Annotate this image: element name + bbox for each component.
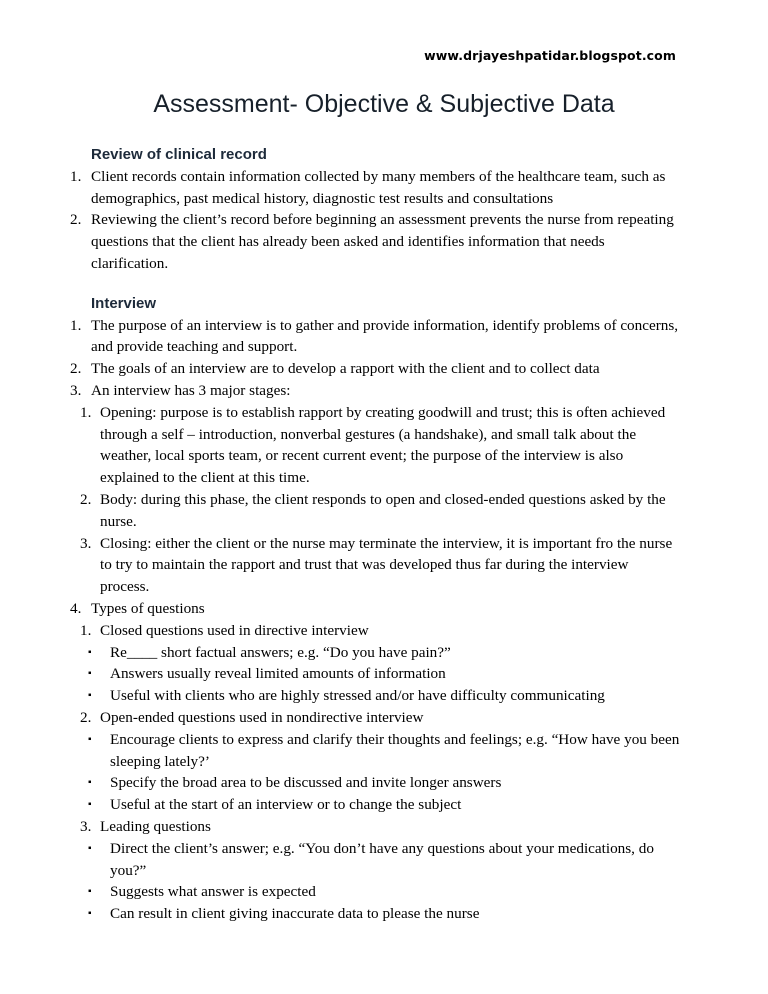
document-body	[0, 144, 768, 925]
list-item-text: The purpose of an interview is to gather and provide information, identify problems of concerns, and provide teaching and support.	[91, 316, 679, 356]
bullet-text: Specify the broad area to be discussed and invite longer answers	[110, 774, 502, 792]
list-number: 1.	[80, 621, 92, 639]
list-item-text: Open-ended questions used in nondirective interview	[100, 708, 424, 726]
list-item	[0, 358, 681, 380]
list-item	[0, 166, 681, 210]
blog-url: www.drjayeshpatidar.blogspot.com	[424, 48, 676, 63]
bullet-text: Useful at the start of an interview or to change the subject	[110, 796, 462, 814]
sub-list-item	[0, 402, 680, 489]
list-item	[0, 380, 681, 402]
bullet-item	[0, 838, 680, 882]
bullet-square-icon: ▪	[88, 908, 92, 920]
bullet-text: Direct the client’s answer; e.g. “You don’t have any questions about your medications, do you?”	[110, 839, 654, 879]
sub-list-item	[0, 620, 680, 642]
bullet-text: Answers usually reveal limited amounts of information	[110, 665, 446, 683]
bullet-item	[0, 642, 680, 664]
bullet-item	[0, 685, 680, 707]
section-heading-interview: Interview	[91, 294, 157, 312]
list-item-text: Body: during this phase, the client responds to open and closed-ended questions asked by the nurse.	[100, 490, 666, 530]
list-number: 3.	[80, 817, 92, 835]
bullet-item	[0, 881, 680, 903]
bullet-square-icon: ▪	[88, 646, 92, 658]
sub-list-item	[0, 489, 680, 533]
list-item-text: Opening: purpose is to establish rapport by creating goodwill and trust; this is often achieved through a self – introduction, nonverbal gestures (a handshake), and small talk about the weather, local sports team, or recent current event; the purpose of the interview is also explained to the client at this time.	[100, 403, 666, 487]
bullet-square-icon: ▪	[88, 886, 92, 898]
sub-list-item	[0, 533, 680, 598]
list-item-text: An interview has 3 major stages:	[91, 381, 291, 399]
list-item	[0, 209, 681, 274]
sub-list-item	[0, 707, 680, 729]
page-title: Assessment- Objective & Subjective Data	[153, 90, 615, 118]
list-item	[0, 315, 681, 359]
list-item-text: The goals of an interview are to develop a rapport with the client and to collect data	[91, 360, 600, 378]
list-number: 2.	[70, 211, 82, 229]
list-number: 2.	[70, 360, 82, 378]
list-number: 3.	[70, 381, 82, 399]
bullet-square-icon: ▪	[88, 777, 92, 789]
list-number: 2.	[80, 490, 92, 508]
list-item-text: Types of questions	[91, 599, 205, 617]
list-item	[0, 598, 681, 620]
list-item-text: Leading questions	[100, 817, 211, 835]
bullet-item	[0, 663, 680, 685]
list-number: 3.	[80, 534, 92, 552]
list-number: 1.	[70, 167, 82, 185]
bullet-square-icon: ▪	[88, 799, 92, 811]
section-heading-review: Review of clinical record	[91, 146, 267, 163]
list-number: 2.	[80, 708, 92, 726]
list-number: 1.	[70, 316, 82, 334]
list-item-text: Client records contain information collected by many members of the healthcare team, such as demographics, past medical history, diagnostic test results and consultations	[91, 167, 666, 207]
sub-list-item	[0, 816, 680, 838]
bullet-text: Useful with clients who are highly stressed and/or have difficulty communicating	[110, 687, 605, 705]
list-item-text: Closing: either the client or the nurse may terminate the interview, it is important fro the nurse to try to maintain the rapport and trust that was developed thus far during the interview process.	[100, 534, 673, 596]
bullet-square-icon: ▪	[88, 690, 92, 702]
bullet-square-icon: ▪	[88, 842, 92, 854]
list-number: 1.	[80, 403, 92, 421]
bullet-text: Can result in client giving inaccurate data to please the nurse	[110, 905, 480, 923]
bullet-item	[0, 729, 680, 773]
bullet-text: Suggests what answer is expected	[110, 883, 316, 901]
bullet-text: Re____ short factual answers; e.g. “Do you have pain?”	[110, 643, 451, 661]
bullet-item	[0, 772, 680, 794]
bullet-item	[0, 903, 680, 925]
list-item-text: Reviewing the client’s record before beginning an assessment prevents the nurse from repeating questions that the client has already been asked and identifies information that needs clarification.	[91, 211, 674, 272]
bullet-square-icon: ▪	[88, 733, 92, 745]
bullet-square-icon: ▪	[88, 668, 92, 680]
list-number: 4.	[70, 599, 82, 617]
bullet-item	[0, 794, 680, 816]
bullet-text: Encourage clients to express and clarify their thoughts and feelings; e.g. “How have you been sleeping lately?’	[110, 730, 680, 770]
list-item-text: Closed questions used in directive interview	[100, 621, 369, 639]
